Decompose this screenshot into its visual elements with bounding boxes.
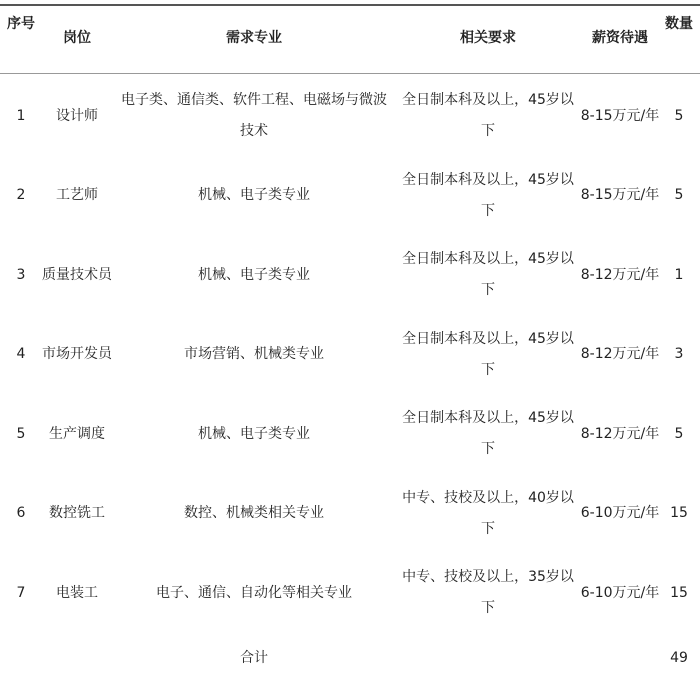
cell-salary — [580, 243, 660, 307]
cell-requirements-text: 中专、技校及以上，40岁以下 — [402, 489, 574, 537]
cell-quantity-text: 3 — [674, 346, 684, 362]
total-value: 49 — [670, 650, 688, 666]
cell-position — [42, 561, 112, 625]
cell-seq-text: 3 — [16, 266, 26, 283]
cell-major — [118, 561, 390, 625]
cell-major — [118, 164, 390, 228]
cell-position — [42, 243, 112, 307]
cell-major-text: 数控、机械类相关专业 — [184, 505, 324, 521]
cell-position-text: 生产调度 — [49, 425, 105, 442]
cell-salary-text: 8-12万元/年 — [580, 346, 660, 362]
cell-requirements — [398, 561, 578, 625]
cell-salary-text: 8-12万元/年 — [580, 425, 660, 442]
header-divider — [0, 73, 700, 74]
cell-salary — [580, 561, 660, 625]
cell-salary — [580, 402, 660, 466]
cell-seq-text: 5 — [16, 425, 26, 442]
cell-major-text: 机械、电子类专业 — [198, 425, 310, 442]
cell-salary — [580, 84, 660, 148]
cell-seq-text: 6 — [16, 505, 26, 521]
cell-quantity-text: 5 — [674, 107, 684, 124]
cell-requirements — [398, 84, 578, 148]
cell-salary-text: 8-12万元/年 — [580, 266, 660, 283]
cell-seq-text: 1 — [16, 107, 26, 124]
cell-requirements — [398, 243, 578, 307]
cell-position — [42, 84, 112, 148]
cell-salary — [580, 482, 660, 546]
cell-major — [118, 84, 390, 148]
cell-requirements — [398, 164, 578, 228]
cell-seq-text: 2 — [16, 187, 26, 203]
cell-requirements — [398, 482, 578, 546]
cell-position-text: 数控铣工 — [49, 505, 105, 521]
cell-quantity — [662, 561, 696, 625]
header-requirements: 相关要求 — [460, 30, 516, 46]
cell-quantity-text: 15 — [670, 584, 688, 601]
cell-quantity-text: 1 — [674, 266, 684, 283]
cell-major — [118, 402, 390, 466]
header-major: 需求专业 — [226, 30, 282, 46]
cell-position-text: 电装工 — [56, 584, 98, 601]
cell-quantity — [662, 482, 696, 546]
cell-position — [42, 323, 112, 387]
cell-requirements-text: 全日制本科及以上，45岁以下 — [402, 171, 574, 219]
cell-quantity-text: 5 — [674, 425, 684, 442]
cell-salary-text: 8-15万元/年 — [580, 187, 660, 203]
cell-quantity-text: 5 — [674, 187, 684, 203]
cell-position — [42, 402, 112, 466]
header-salary: 薪资待遇 — [592, 30, 648, 46]
cell-seq — [0, 243, 42, 307]
cell-position-text: 质量技术员 — [42, 266, 112, 283]
cell-position-text: 工艺师 — [56, 187, 98, 203]
header-position: 岗位 — [63, 30, 91, 46]
cell-seq — [0, 84, 42, 148]
cell-requirements-text: 中专、技校及以上，35岁以下 — [402, 569, 574, 616]
cell-position — [42, 482, 112, 546]
header-quantity: 数量 — [665, 16, 693, 32]
cell-requirements — [398, 402, 578, 466]
cell-position-text: 市场开发员 — [42, 346, 112, 362]
cell-seq-text: 4 — [16, 346, 26, 362]
cell-quantity — [662, 84, 696, 148]
cell-requirements-text: 全日制本科及以上，45岁以下 — [402, 330, 574, 378]
cell-salary-text: 6-10万元/年 — [580, 584, 660, 601]
cell-position-text: 设计师 — [56, 107, 98, 124]
cell-major — [118, 482, 390, 546]
cell-quantity — [662, 243, 696, 307]
cell-seq — [0, 402, 42, 466]
cell-salary-text: 8-15万元/年 — [580, 107, 660, 124]
cell-seq-text: 7 — [16, 584, 26, 601]
total-label: 合计 — [240, 650, 268, 666]
cell-major-text: 机械、电子类专业 — [198, 187, 310, 203]
cell-salary — [580, 164, 660, 228]
cell-major-text: 市场营销、机械类专业 — [184, 346, 324, 362]
cell-salary — [580, 323, 660, 387]
cell-quantity — [662, 164, 696, 228]
cell-seq — [0, 164, 42, 228]
cell-requirements-text: 全日制本科及以上，45岁以下 — [402, 410, 574, 457]
cell-seq — [0, 323, 42, 387]
cell-seq — [0, 561, 42, 625]
cell-position — [42, 164, 112, 228]
cell-quantity — [662, 402, 696, 466]
cell-major-text: 电子类、通信类、软件工程、电磁场与微波技术 — [121, 92, 387, 139]
cell-requirements — [398, 323, 578, 387]
cell-seq — [0, 482, 42, 546]
cell-requirements-text: 全日制本科及以上，45岁以下 — [402, 92, 574, 139]
cell-quantity-text: 15 — [670, 505, 688, 521]
table-top-rule — [0, 4, 700, 6]
cell-salary-text: 6-10万元/年 — [580, 505, 660, 521]
header-seq-text: 序号 — [7, 16, 35, 32]
cell-major — [118, 323, 390, 387]
header-seq — [0, 12, 42, 36]
cell-major — [118, 243, 390, 307]
cell-major-text: 机械、电子类专业 — [198, 266, 310, 283]
cell-major-text: 电子、通信、自动化等相关专业 — [156, 584, 352, 601]
cell-quantity — [662, 323, 696, 387]
cell-requirements-text: 全日制本科及以上，45岁以下 — [402, 251, 574, 298]
